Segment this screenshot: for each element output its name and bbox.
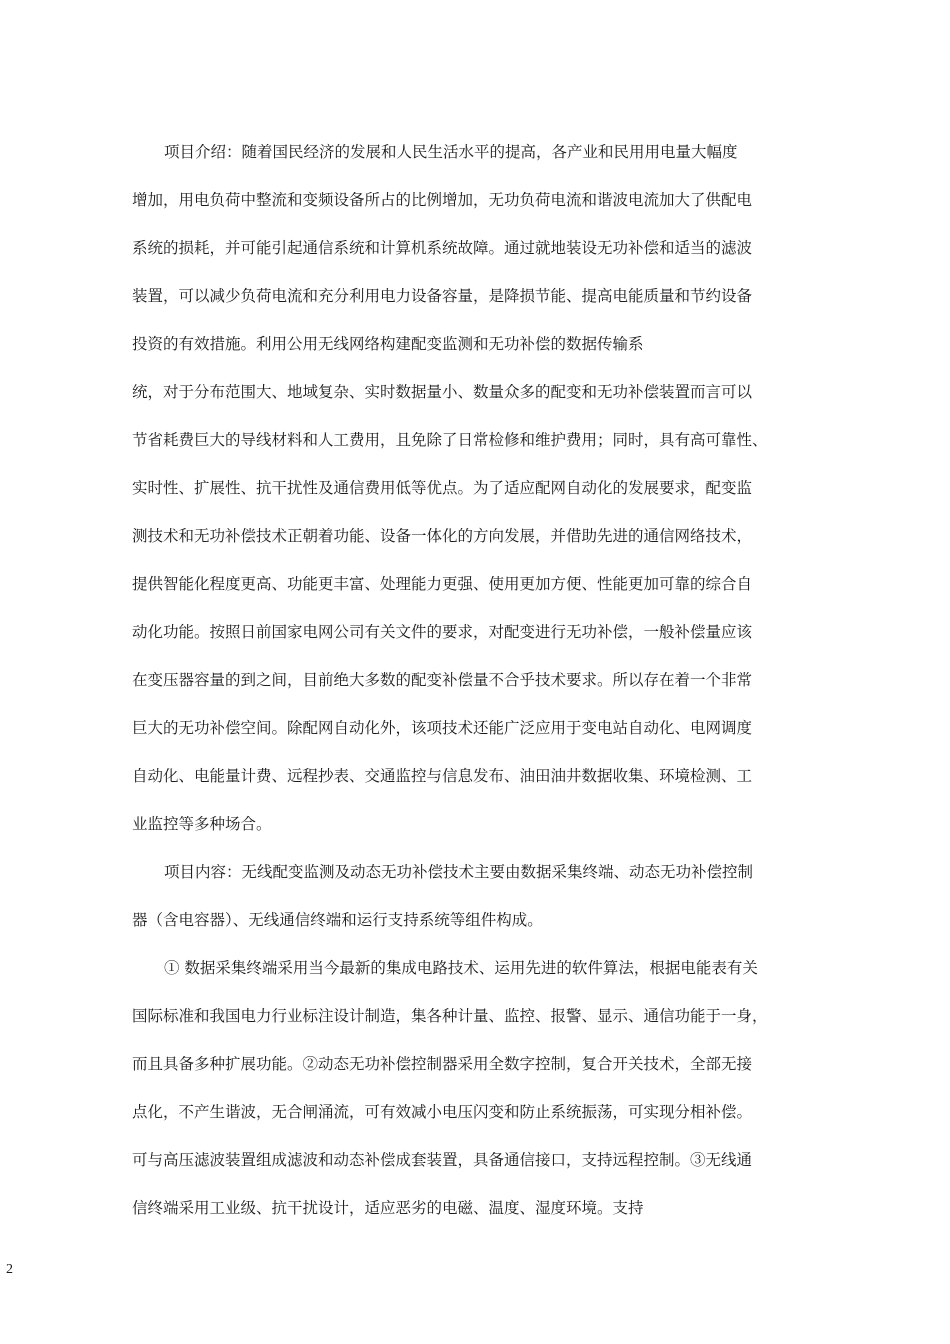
text-line: 可与高压滤波装置组成滤波和动态补偿成套装置，具备通信接口，支持远程控制。③无线通 — [132, 1151, 753, 1169]
text-line: 系统的损耗，并可能引起通信系统和计算机系统故障。通过就地装设无功补偿和适当的滤波 — [132, 239, 753, 257]
text-line: 信终端采用工业级、抗干扰设计，适应恶劣的电磁、温度、湿度环境。支持 — [132, 1199, 644, 1217]
text-line: 器（含电容器）、无线通信终端和运行支持系统等组件构成。 — [132, 911, 543, 929]
text-line: 统，对于分布范围大、地域复杂、实时数据量小、数量众多的配变和无功补偿装置而言可以 — [132, 383, 753, 401]
text-line: 投资的有效措施。利用公用无线网络构建配变监测和无功补偿的数据传输系 — [132, 335, 644, 353]
page-number: 2 — [6, 1262, 13, 1277]
text-line: 在变压器容量的到之间，目前绝大多数的配变补偿量不合乎技术要求。所以存在着一个非常 — [132, 671, 753, 689]
text-line: 实时性、扩展性、抗干扰性及通信费用低等优点。为了适应配网自动化的发展要求，配变监 — [132, 479, 753, 497]
text-line: 项目内容：无线配变监测及动态无功补偿技术主要由数据采集终端、动态无功补偿控制 — [164, 863, 754, 881]
text-line: 提供智能化程度更高、功能更丰富、处理能力更强、使用更加方便、性能更加可靠的综合自 — [132, 575, 753, 593]
text-line: 项目介绍：随着国民经济的发展和人民生活水平的提高，各产业和民用用电量大幅度 — [164, 143, 738, 161]
text-line: ① 数据采集终端采用当今最新的集成电路技术、运用先进的软件算法，根据电能表有关 — [164, 959, 758, 977]
text-line: 测技术和无功补偿技术正朝着功能、设备一体化的方向发展，并借助先进的通信网络技术， — [132, 527, 753, 545]
text-line: 装置，可以减少负荷电流和充分利用电力设备容量，是降损节能、提高电能质量和节约设备 — [132, 287, 753, 305]
text-line: 增加，用电负荷中整流和变频设备所占的比例增加，无功负荷电流和谐波电流加大了供配电 — [132, 191, 753, 209]
text-line: 点化，不产生谐波，无合闸涌流，可有效减小电压闪变和防止系统振荡，可实现分相补偿。 — [132, 1103, 753, 1121]
text-line: 动化功能。按照日前国家电网公司有关文件的要求，对配变进行无功补偿，一般补偿量应该 — [132, 623, 753, 641]
text-line: 节省耗费巨大的导线材料和人工费用，且免除了日常检修和维护费用；同时，具有高可靠性、 — [132, 431, 768, 449]
text-line: 国际标准和我国电力行业标注设计制造，集各种计量、监控、报警、显示、通信功能于一身， — [132, 1007, 768, 1025]
text-line: 巨大的无功补偿空间。除配网自动化外，该项技术还能广泛应用于变电站自动化、电网调度 — [132, 719, 753, 737]
text-line: 而且具备多种扩展功能。②动态无功补偿控制器采用全数字控制，复合开关技术，全部无接 — [132, 1055, 753, 1073]
text-line: 业监控等多种场合。 — [132, 815, 272, 833]
text-line: 自动化、电能量计费、远程抄表、交通监控与信息发布、油田油井数据收集、环境检测、工 — [132, 767, 753, 785]
